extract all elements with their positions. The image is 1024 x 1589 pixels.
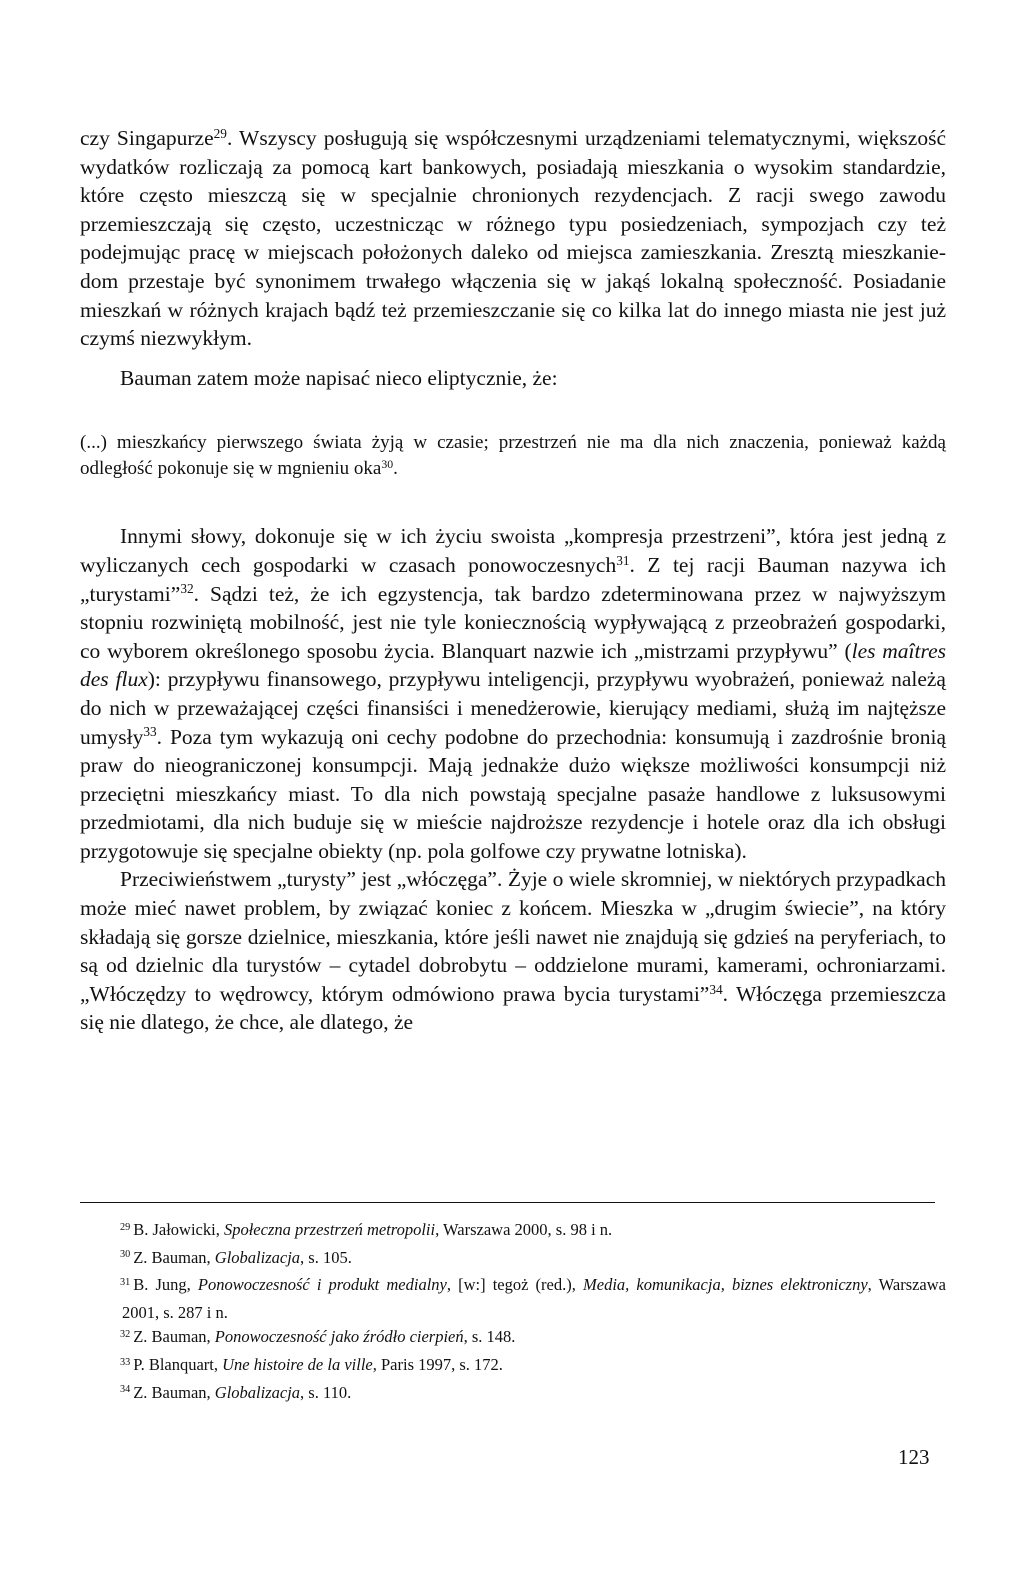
- footnote-number: 32: [120, 1329, 131, 1341]
- footnote-number: 29: [120, 1221, 131, 1233]
- footnote-30: [80, 1246, 946, 1274]
- footnote-title: Globalizacja: [214, 1382, 301, 1402]
- footnote-author: B. Jałowicki,: [133, 1220, 224, 1239]
- quote-text: .: [393, 458, 398, 480]
- footnote-title: Globalizacja: [214, 1247, 301, 1267]
- footnote-title: Une histoire de la ville: [222, 1354, 373, 1374]
- footnote-ref-30[interactable]: 30: [381, 457, 394, 471]
- text-run: . Poza tym wykazują oni cechy podobne do przechodnia: konsumują i zazdrośnie bronią praw do nieograniczonej konsumpcji. Mają jednakże dużo większe możliwości konsumpcji niż przeciętni mieszkańcy miast. To dla nich powstają specjalne pasaże handlowe z luksusowymi przedmiotami, dla nich buduje się w mieście najdroższe rezydencje i hotele oraz dla ich obsługi przygotowuje się specjalne obiekty (np. pola golfowe czy prywatne lotniska).: [80, 724, 946, 863]
- text-run: czy Singapurze: [80, 126, 214, 150]
- footnote-details: , s. 105.: [300, 1247, 352, 1267]
- text-run: . Włóczęga przemieszcza się nie dlatego, że chce, ale dlatego, że: [80, 981, 946, 1035]
- footnote-ref-34[interactable]: 34: [709, 981, 723, 997]
- footnote-ref-33[interactable]: 33: [143, 724, 157, 740]
- footnote-details: , [w:] tegoż (red.),: [446, 1275, 583, 1295]
- footnote-author: Z. Bauman,: [133, 1382, 215, 1402]
- footnote-number: 33: [120, 1356, 131, 1368]
- text-run: ): przypływu finansowego, przypływu inteligencji, przypływu wyobrażeń, ponieważ należą do nich w przeważającej części finansiści i menedżerowie, kierujący mediami, służą im najtęższe umysły: [80, 667, 946, 749]
- paragraph-1: [80, 124, 946, 353]
- text-run: . Wszyscy posługują się współczesnymi urządzeniami telematycznymi, większość wydatków rozliczają za pomocą kart bankowych, posiadają mieszkania o wysokim standardzie, które często mieszczą się w specjalnie chronionych rezydencjach. Z racji swego zawodu przemieszczają się często, uczestnicząc w różnego typu posiedzeniach, sympozjach czy też podejmując pracę w miejscach położonych daleko od miejsca zamieszkania. Zresztą mieszkanie-dom przestaje być synonimem trwałego włączenia się w jakąś lokalną społeczność. Posiadanie mieszkań w różnych krajach bądź też przemieszczanie się co kilka lat do innego miasta nie jest już czymś niezwykłym.: [80, 126, 946, 351]
- footnote-ref-31[interactable]: 31: [616, 552, 630, 568]
- text-run: . Sądzi też, że ich egzystencja, tak bardzo zdeterminowana przez w najwyższym stopniu rozwiniętą mobilność, jest nie tyle koniecznością wypływającą z przeobrażeń gospodarki, co wyborem określonego sposobu życia. Blanquart nazwie ich „mistrzami przypływu” (: [80, 581, 946, 663]
- page-number: 123: [898, 1445, 930, 1469]
- footnote-number: 34: [120, 1384, 131, 1396]
- text-run: Przeciwieństwem „turysty” jest „włóczęga”. Żyje o wiele skromniej, w niektórych przypadkach może mieć nawet problem, by związać koniec z końcem. Mieszka w „drugim świecie”, na który składają się gorsze dzielnice, mieszkania, które jeśli nawet nie znajdują się gdzieś na peryferiach, to są od dzielnic dla turystów – cytadel dobrobytu – oddzielone murami, kamerami, ochroniarzami. „Włóczędzy to wędrowcy, którym odmówiono prawa bycia turystami”: [80, 867, 946, 1006]
- text-run: . Z tej racji Bauman nazywa ich „turystami”: [80, 552, 946, 606]
- quote-introduction: Bauman zatem może napisać nieco eliptycznie, że:: [120, 365, 558, 390]
- footnote-29: [80, 1218, 946, 1246]
- footnote-title: Ponowoczesność i produkt medialny: [197, 1275, 447, 1295]
- main-text: [80, 124, 946, 1037]
- footnote-details: , Warszawa 2000, s. 98 i n.: [435, 1220, 613, 1239]
- footnote-details: , Warszawa 2001, s. 287 i n.: [122, 1275, 946, 1322]
- footnote-number: 31: [120, 1277, 131, 1289]
- footnote-title: Ponowoczesność jako źródło cierpień: [214, 1327, 464, 1347]
- italic-term: les maîtres des flux: [80, 638, 946, 692]
- quote-text: (...) mieszkańcy pierwszego świata żyją w czasie; przestrzeń nie ma dla nich znaczenia, ponieważ każdą odległość pokonuje się w mgnieniu oka: [80, 432, 946, 480]
- footnote-separator: [80, 1202, 935, 1203]
- block-quote: [80, 430, 946, 482]
- footnote-author: B. Jung,: [133, 1275, 198, 1295]
- footnote-details: , s. 110.: [300, 1382, 352, 1402]
- footnote-ref-32[interactable]: 32: [180, 581, 194, 597]
- footnote-details: , s. 148.: [463, 1327, 516, 1347]
- footnote-author: P. Blanquart,: [133, 1354, 223, 1374]
- text-run: Innymi słowy, dokonuje się w ich życiu swoista „kompresja przestrzeni”, która jest jedną z wyliczanych cech gospodarki w czasach ponowoczesnych: [80, 524, 946, 577]
- footnote-title: Media, komunikacja, biznes elektroniczny: [583, 1275, 868, 1295]
- footnote-ref-29[interactable]: 29: [213, 125, 227, 141]
- footnote-author: Z. Bauman,: [133, 1327, 215, 1347]
- footnote-details: , Paris 1997, s. 172.: [372, 1354, 503, 1374]
- footnotes: [80, 1218, 946, 1408]
- paragraph-2: [80, 522, 946, 865]
- footnote-32: [80, 1325, 946, 1353]
- paragraph-3: [80, 865, 946, 1037]
- footnote-33: [80, 1353, 946, 1381]
- footnote-31: [80, 1273, 946, 1325]
- footnote-title: Społeczna przestrzeń metropolii: [223, 1220, 436, 1239]
- footnote-author: Z. Bauman,: [133, 1247, 215, 1267]
- footnote-34: [80, 1381, 946, 1409]
- footnote-number: 30: [120, 1249, 131, 1261]
